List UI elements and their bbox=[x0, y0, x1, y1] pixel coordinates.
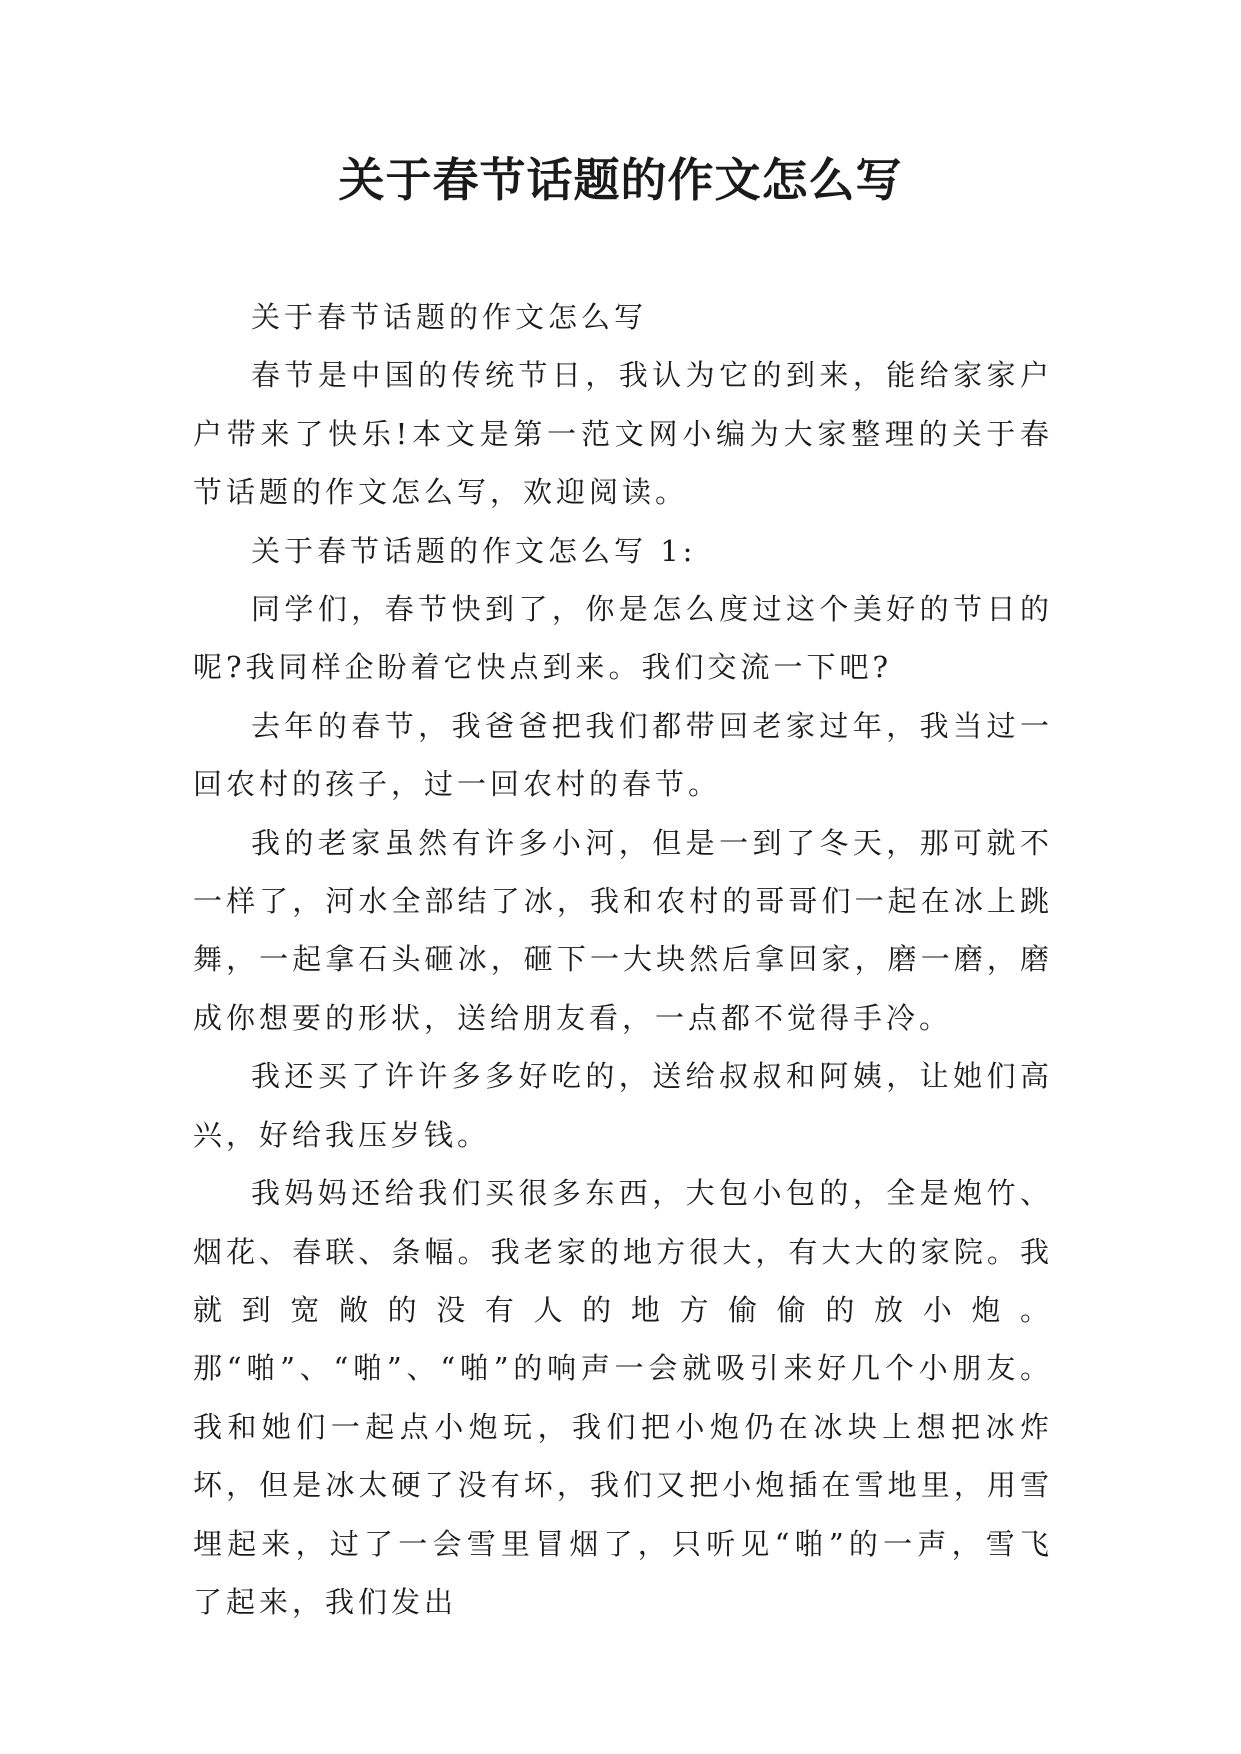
document-title: 关于春节话题的作文怎么写 bbox=[338, 153, 903, 207]
paragraph: 同学们，春节快到了，你是怎么度过这个美好的节日的呢?我同样企盼着它快点到来。我们交流一下吧? bbox=[193, 592, 1053, 685]
paragraph: 我还买了许许多多好吃的，送给叔叔和阿姨，让她们高兴，好给我压岁钱。 bbox=[193, 1059, 1053, 1152]
paragraph: 去年的春节，我爸爸把我们都带回老家过年，我当过一回农村的孩子，过一回农村的春节。 bbox=[193, 708, 1053, 802]
paragraph-subheading: 关于春节话题的作文怎么写 1: bbox=[251, 533, 697, 568]
paragraph-heading: 关于春节话题的作文怎么写 bbox=[251, 300, 648, 334]
paragraph-intro: 春节是中国的传统节日，我认为它的到来，能给家家户户带来了快乐!本文是第一范文网小编为大家整理的关于春节话题的作文怎么写，欢迎阅读。 bbox=[193, 358, 1053, 510]
paragraph: 我的老家虽然有许多小河，但是一到了冬天，那可就不一样了，河水全部结了冰，我和农村的哥哥们一起在冰上跳舞，一起拿石头砸冰，砸下一大块然后拿回家，磨一磨，磨成你想要的形状，送给朋友看，一点都不觉得手冷。 bbox=[193, 825, 1053, 1035]
paragraph: 我妈妈还给我们买很多东西，大包小包的，全是炮竹、烟花、春联、条幅。我老家的地方很大，有大大的家院。我就到宽敞的没有人的地方偷偷的放小炮。那“啪”、“啪”、“啪”的响声一会就吸引来好几个小朋友。我和她们一起点小炮玩，我们把小炮仍在冰块上想把冰炸坏，但是冰太硬了没有坏，我们又把小炮插在雪地里，用雪埋起来，过了一会雪里冒烟了，只听见“啪”的一声，雪飞了起来，我们发出 bbox=[193, 1176, 1053, 1619]
document-body bbox=[193, 288, 1053, 1631]
